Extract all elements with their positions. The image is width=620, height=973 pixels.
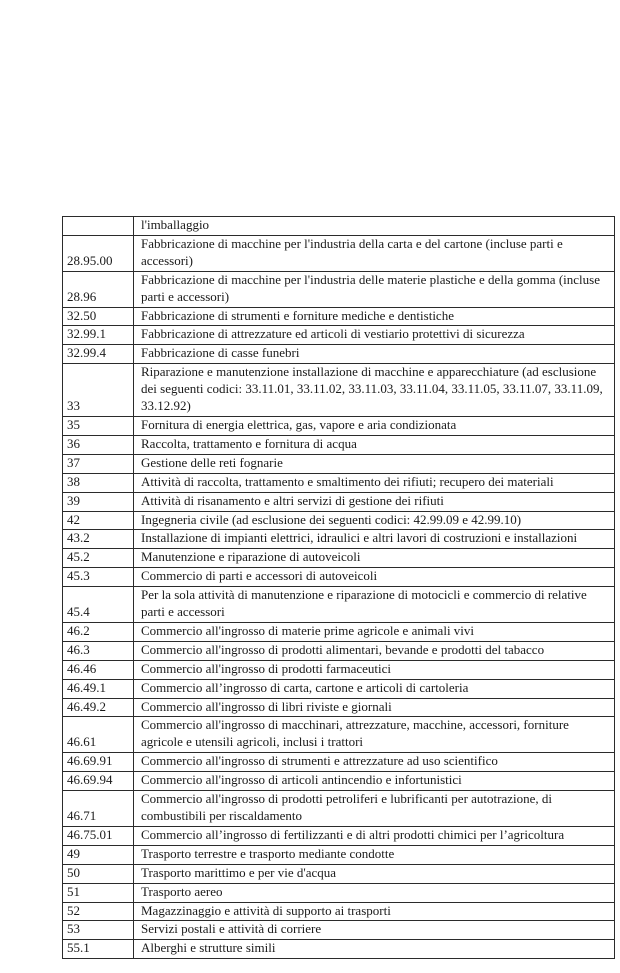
code-cell: 46.49.1 [63,679,134,698]
code-cell: 32.99.4 [63,345,134,364]
table-row [63,845,615,864]
description-cell: Riparazione e manutenzione installazione di macchine e apparecchiature (ad esclusione dei seguenti codici: 33.11.01, 33.11.02, 33.11.03, 33.11.04, 33.11.05, 33.11.07, 33.11.09, 33.12.92) [134,364,615,417]
table-row [63,753,615,772]
activity-codes-table-body [63,217,615,959]
table-row [63,307,615,326]
table-row [63,454,615,473]
code-cell: 28.96 [63,271,134,307]
description-cell: Attività di risanamento e altri servizi di gestione dei rifiuti [134,492,615,511]
table-row [63,772,615,791]
table-row [63,921,615,940]
code-cell [63,217,134,236]
code-cell: 46.69.94 [63,772,134,791]
code-cell: 55.1 [63,940,134,959]
table-row [63,660,615,679]
code-cell: 46.49.2 [63,698,134,717]
description-cell: Fabbricazione di macchine per l'industria della carta e del cartone (incluse parti e accessori) [134,235,615,271]
code-cell: 52 [63,902,134,921]
table-row [63,492,615,511]
code-cell: 45.3 [63,568,134,587]
description-cell: Alberghi e strutture simili [134,940,615,959]
description-cell: Commercio all'ingrosso di prodotti petroliferi e lubrificanti per autotrazione, di combustibili per riscaldamento [134,791,615,827]
table-row [63,416,615,435]
description-cell: Servizi postali e attività di corriere [134,921,615,940]
code-cell: 32.99.1 [63,326,134,345]
table-row [63,235,615,271]
code-cell: 46.3 [63,641,134,660]
table-row [63,549,615,568]
code-cell: 42 [63,511,134,530]
table-row [63,587,615,623]
code-cell: 36 [63,435,134,454]
description-cell: Gestione delle reti fognarie [134,454,615,473]
description-cell: Raccolta, trattamento e fornitura di acqua [134,435,615,454]
table-row [63,345,615,364]
table-row [63,679,615,698]
table-row [63,717,615,753]
table-row [63,473,615,492]
code-cell: 50 [63,864,134,883]
code-cell: 46.71 [63,791,134,827]
description-cell: Attività di raccolta, trattamento e smaltimento dei rifiuti; recupero dei materiali [134,473,615,492]
table-row [63,622,615,641]
code-cell: 49 [63,845,134,864]
description-cell: Commercio all'ingrosso di prodotti farmaceutici [134,660,615,679]
code-cell: 46.2 [63,622,134,641]
table-row [63,568,615,587]
code-cell: 37 [63,454,134,473]
description-cell: Commercio all'ingrosso di libri riviste e giornali [134,698,615,717]
code-cell: 53 [63,921,134,940]
code-cell: 32.50 [63,307,134,326]
table-row [63,435,615,454]
description-cell: Fabbricazione di casse funebri [134,345,615,364]
description-cell: Ingegneria civile (ad esclusione dei seguenti codici: 42.99.09 e 42.99.10) [134,511,615,530]
code-cell: 46.69.91 [63,753,134,772]
table-row [63,271,615,307]
table-row [63,940,615,959]
code-cell: 33 [63,364,134,417]
code-cell: 45.2 [63,549,134,568]
code-cell: 35 [63,416,134,435]
description-cell: Fabbricazione di macchine per l'industria delle materie plastiche e della gomma (incluse parti e accessori) [134,271,615,307]
description-cell: Installazione di impianti elettrici, idraulici e altri lavori di costruzioni e installazioni [134,530,615,549]
table-row [63,883,615,902]
description-cell: Commercio all'ingrosso di articoli antincendio e infortunistici [134,772,615,791]
table-row [63,326,615,345]
table-row [63,864,615,883]
description-cell: Trasporto aereo [134,883,615,902]
description-cell: Commercio all’ingrosso di carta, cartone e articoli di cartoleria [134,679,615,698]
table-row [63,641,615,660]
code-cell: 46.46 [63,660,134,679]
description-cell: Trasporto terrestre e trasporto mediante condotte [134,845,615,864]
code-cell: 51 [63,883,134,902]
description-cell: l'imballaggio [134,217,615,236]
description-cell: Per la sola attività di manutenzione e riparazione di motocicli e commercio di relative parti e accessori [134,587,615,623]
code-cell: 46.61 [63,717,134,753]
code-cell: 46.75.01 [63,826,134,845]
code-cell: 38 [63,473,134,492]
description-cell: Commercio all'ingrosso di macchinari, attrezzature, macchine, accessori, forniture agricole e utensili agricoli, inclusi i trattori [134,717,615,753]
code-cell: 39 [63,492,134,511]
table-row [63,826,615,845]
code-cell: 45.4 [63,587,134,623]
table-row [63,364,615,417]
table-row [63,217,615,236]
table-row [63,791,615,827]
description-cell: Trasporto marittimo e per vie d'acqua [134,864,615,883]
description-cell: Commercio all'ingrosso di prodotti alimentari, bevande e prodotti del tabacco [134,641,615,660]
description-cell: Magazzinaggio e attività di supporto ai trasporti [134,902,615,921]
description-cell: Commercio all'ingrosso di materie prime agricole e animali vivi [134,622,615,641]
table-row [63,902,615,921]
description-cell: Commercio di parti e accessori di autoveicoli [134,568,615,587]
table-row [63,511,615,530]
description-cell: Fabbricazione di strumenti e forniture mediche e dentistiche [134,307,615,326]
description-cell: Commercio all'ingrosso di strumenti e attrezzature ad uso scientifico [134,753,615,772]
code-cell: 28.95.00 [63,235,134,271]
description-cell: Manutenzione e riparazione di autoveicoli [134,549,615,568]
description-cell: Fabbricazione di attrezzature ed articoli di vestiario protettivi di sicurezza [134,326,615,345]
description-cell: Commercio all’ingrosso di fertilizzanti e di altri prodotti chimici per l’agricoltura [134,826,615,845]
description-cell: Fornitura di energia elettrica, gas, vapore e aria condizionata [134,416,615,435]
table-row [63,698,615,717]
activity-codes-table [62,216,615,959]
code-cell: 43.2 [63,530,134,549]
table-row [63,530,615,549]
